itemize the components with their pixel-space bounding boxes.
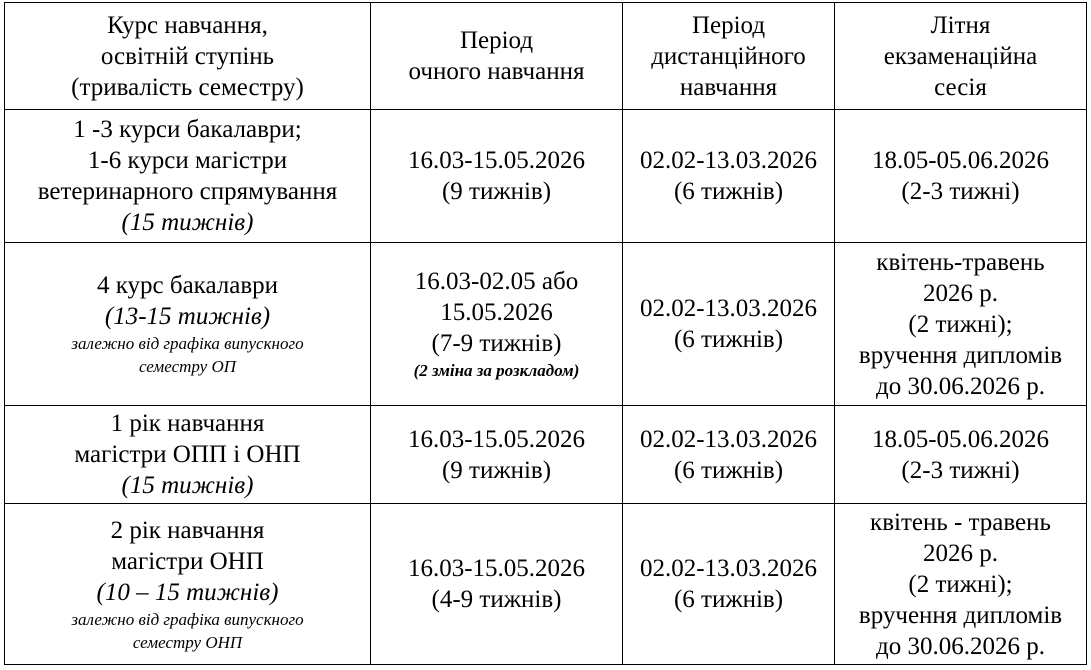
- session-line: 2026 р.: [923, 539, 998, 567]
- onsite-note: (2 зміна за розкладом): [413, 361, 580, 380]
- session-line: 2026 р.: [923, 279, 998, 307]
- session-cell: [835, 406, 1087, 504]
- onsite-line: 16.03-15.05.2026: [407, 147, 586, 174]
- table-header-row: [5, 3, 1087, 110]
- course-note: залежно від графіка випускного: [71, 334, 304, 353]
- onsite-cell: [371, 110, 623, 243]
- session-line: (2 тижні);: [908, 310, 1013, 338]
- session-cell: [835, 243, 1087, 406]
- course-note: залежно від графіка випускного: [71, 609, 304, 629]
- header-course-line: Курс навчання,: [107, 11, 268, 39]
- onsite-line: (4-9 тижнів): [431, 586, 562, 613]
- session-line: до 30.06.2026 р.: [876, 372, 1045, 400]
- header-session-line: сесія: [934, 73, 987, 101]
- table-row: [5, 406, 1087, 504]
- remote-line: 02.02-13.03.2026: [639, 555, 818, 582]
- header-remote: [623, 3, 835, 110]
- table-row: [5, 504, 1087, 665]
- session-cell: [835, 504, 1087, 665]
- remote-cell: [623, 110, 835, 243]
- session-line: вручення дипломів: [858, 341, 1063, 369]
- onsite-line: (7-9 тижнів): [431, 330, 562, 357]
- course-line: 2 рік навчання: [110, 516, 265, 544]
- onsite-line: 16.03-15.05.2026: [407, 425, 586, 453]
- header-session: [835, 3, 1087, 110]
- header-course: [5, 3, 371, 110]
- course-line: 1 -3 курси бакалаври;: [73, 116, 302, 143]
- course-cell: [5, 243, 371, 406]
- remote-cell: [623, 243, 835, 406]
- header-onsite-line: очного навчання: [408, 58, 585, 85]
- table-row: [5, 110, 1087, 243]
- remote-line: (6 тижнів): [673, 326, 784, 353]
- course-note: семестру ОНП: [132, 632, 243, 652]
- remote-cell: [623, 504, 835, 665]
- session-line: 18.05-05.06.2026: [871, 425, 1050, 453]
- header-remote-line: Період: [691, 11, 766, 39]
- header-onsite: [371, 3, 623, 110]
- session-line: (2-3 тижні): [901, 456, 1020, 484]
- header-onsite-line: Період: [459, 27, 534, 54]
- course-cell: [5, 504, 371, 665]
- remote-line: (6 тижнів): [673, 178, 784, 205]
- course-cell: [5, 110, 371, 243]
- session-line: квітень-травень: [876, 248, 1045, 276]
- course-duration: (15 тижнів): [121, 472, 254, 499]
- schedule-table: [4, 2, 1087, 665]
- onsite-line: 15.05.2026: [440, 299, 553, 326]
- onsite-line: (9 тижнів): [441, 178, 552, 205]
- table-row: [5, 243, 1087, 406]
- session-line: вручення дипломів: [858, 601, 1063, 629]
- header-course-line: освітній ступінь: [100, 42, 275, 70]
- course-line: магістри ОНП: [111, 547, 264, 575]
- course-note: семестру ОП: [138, 357, 237, 376]
- session-line: (2 тижні);: [908, 570, 1013, 598]
- onsite-cell: [371, 406, 623, 504]
- remote-line: 02.02-13.03.2026: [639, 147, 818, 174]
- session-cell: [835, 110, 1087, 243]
- onsite-cell: [371, 504, 623, 665]
- course-line: 1-6 курси магістри: [87, 147, 288, 174]
- course-line: магістри ОПП і ОНП: [74, 441, 301, 468]
- course-cell: [5, 406, 371, 504]
- onsite-line: 16.03-02.05 або: [414, 268, 579, 295]
- onsite-line: (9 тижнів): [441, 456, 552, 484]
- session-line: 18.05-05.06.2026: [871, 147, 1050, 174]
- onsite-cell: [371, 243, 623, 406]
- course-line: 1 рік навчання: [110, 410, 265, 437]
- header-course-line: (тривалість семестру): [71, 73, 304, 101]
- session-line: квітень - травень: [870, 508, 1051, 536]
- course-duration: (10 – 15 тижнів): [96, 578, 279, 606]
- session-line: до 30.06.2026 р.: [876, 632, 1045, 660]
- session-line: (2-3 тижні): [901, 178, 1020, 205]
- onsite-line: 16.03-15.05.2026: [407, 555, 586, 582]
- remote-line: 02.02-13.03.2026: [639, 425, 818, 453]
- header-remote-line: навчання: [679, 73, 778, 101]
- remote-line: 02.02-13.03.2026: [639, 295, 818, 322]
- course-duration: (15 тижнів): [121, 209, 254, 236]
- header-remote-line: дистанційного: [651, 42, 806, 70]
- header-session-line: Літня: [930, 11, 991, 39]
- course-line: ветеринарного спрямування: [37, 178, 338, 205]
- course-duration: (13-15 тижнів): [104, 303, 271, 330]
- remote-cell: [623, 406, 835, 504]
- header-session-line: екзаменаційна: [883, 42, 1038, 70]
- remote-line: (6 тижнів): [673, 586, 784, 613]
- course-line: 4 курс бакалаври: [96, 272, 279, 299]
- remote-line: (6 тижнів): [673, 456, 784, 484]
